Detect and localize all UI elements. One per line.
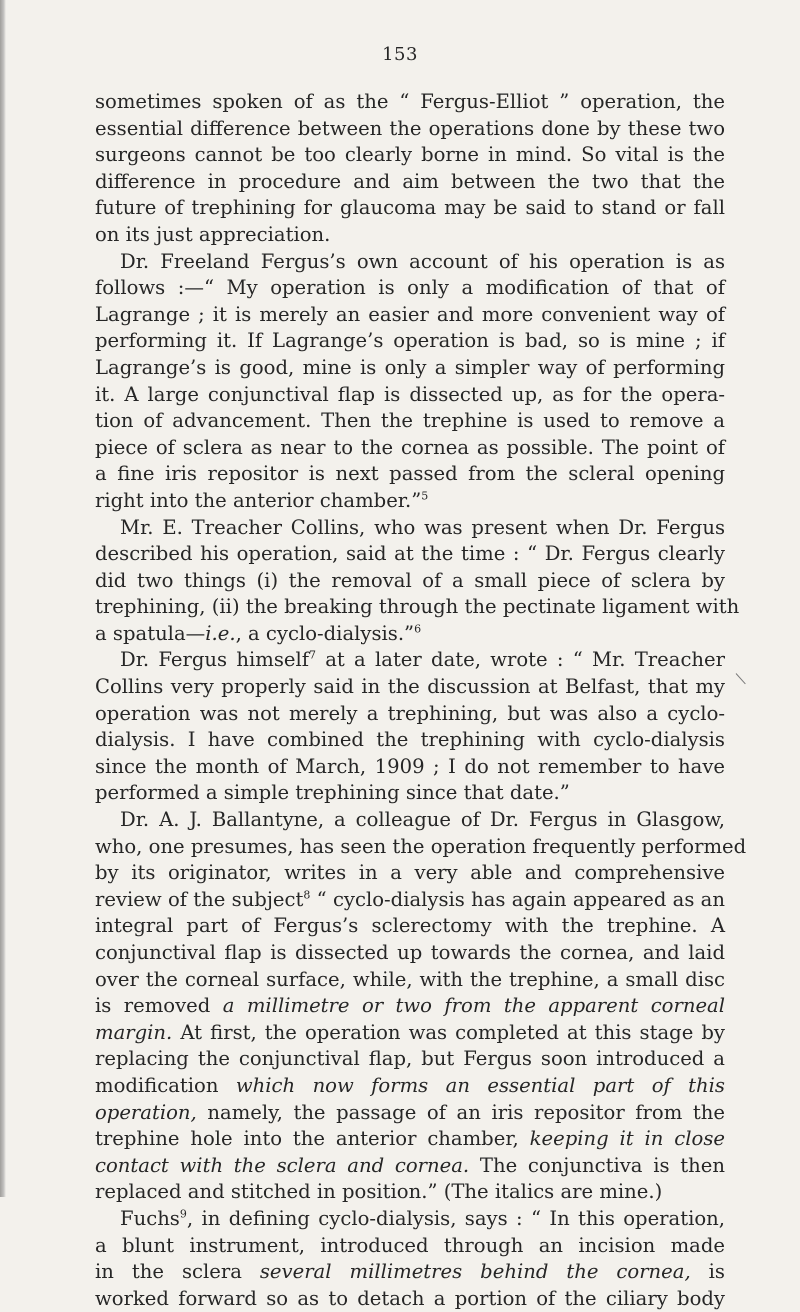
text-run: replaced and stitched in position.” (The italics are mine.)	[95, 1180, 663, 1204]
text-line	[95, 1020, 725, 1047]
text-line	[95, 1073, 725, 1100]
text-line	[95, 1286, 725, 1312]
text-line	[95, 169, 725, 196]
text-run: a spatula—	[95, 621, 206, 645]
text-line	[95, 249, 725, 276]
footnote-reference: 7	[309, 648, 316, 662]
text-run: difference in procedure and aim between the two that the	[95, 169, 725, 193]
text-line	[95, 1179, 725, 1206]
body-text	[95, 89, 747, 1312]
text-line	[95, 647, 725, 674]
text-run: piece of sclera as near to the cornea as possible. The point of	[95, 435, 725, 459]
text-line	[95, 488, 725, 515]
text-run: tion of advancement. Then the trephine is used to remove a	[95, 409, 725, 433]
text-run: on its just appreciation.	[95, 222, 331, 246]
text-line	[95, 195, 725, 222]
text-run: by its originator, writes in a very able and comprehensive	[95, 861, 725, 885]
text-line	[95, 408, 725, 435]
text-line	[95, 302, 725, 329]
text-line	[95, 1046, 725, 1073]
footnote-reference: 8	[303, 888, 311, 902]
text-line	[95, 568, 725, 595]
text-line	[95, 515, 725, 542]
italic-text: keeping it in close	[529, 1127, 725, 1151]
text-line	[95, 461, 725, 488]
text-run: review of the subject	[95, 887, 304, 911]
text-run: is removed	[95, 994, 223, 1018]
text-run: integral part of Fergus’s sclerectomy with the trephine. A	[95, 914, 725, 938]
text-run: performing it. If Lagrange’s operation is bad, so is mine ; if	[95, 329, 725, 353]
text-run: over the corneal surface, while, with the trephine, a small disc	[95, 967, 725, 991]
text-line	[95, 382, 725, 409]
text-line	[95, 860, 725, 887]
text-line	[95, 1153, 725, 1180]
text-run: performed a simple trephining since that date.”	[95, 781, 570, 805]
text-line	[95, 807, 725, 834]
italic-text: contact with the sclera and cornea.	[95, 1153, 470, 1177]
text-line	[95, 594, 740, 621]
text-run: “ cyclo-dialysis has again appeared as an	[310, 887, 725, 911]
text-run: worked forward so as to detach a portion of the ciliary body	[95, 1286, 725, 1310]
text-line	[95, 701, 725, 728]
text-run: conjunctival flap is dissected up towards the cornea, and laid	[95, 941, 725, 964]
text-run: since the month of March, 1909 ; I do not remember to have	[95, 754, 725, 778]
text-run: essential difference between the operations done by these two	[95, 116, 725, 140]
text-run: Fuchs	[120, 1206, 180, 1230]
text-line	[95, 967, 725, 994]
text-line	[95, 913, 725, 940]
footnote-reference: 6	[414, 622, 422, 636]
text-run: Lagrange ; it is merely an easier and more convenient way of	[95, 302, 725, 326]
text-run: trephining, (ii) the breaking through the pectinate ligament with	[95, 595, 740, 619]
text-run: The conjunctiva is then	[469, 1153, 725, 1177]
italic-text: several millimetres behind the cornea,	[259, 1260, 691, 1284]
italic-text: operation,	[95, 1100, 197, 1124]
text-run: right into the anterior chamber.”	[95, 488, 422, 512]
text-run: described his operation, said at the time : “ Dr. Fergus clearly	[95, 542, 725, 566]
text-line	[95, 993, 725, 1020]
text-line	[95, 1100, 725, 1127]
text-run: Mr. E. Treacher Collins, who was present when Dr. Fergus	[120, 515, 725, 539]
text-run: in the sclera	[95, 1260, 260, 1284]
italic-text: margin.	[95, 1020, 173, 1044]
text-line	[95, 674, 725, 701]
text-run: sometimes spoken of as the “ Fergus-Elliot ” operation, the	[95, 90, 725, 113]
text-run: Dr. Fergus himself	[120, 648, 309, 672]
text-run: Lagrange’s is good, mine is only a simpler way of performing	[95, 355, 725, 379]
text-run: trephine hole into the anterior chamber,	[95, 1127, 530, 1151]
text-run: a fine iris repositor is next passed from the scleral opening	[95, 462, 725, 486]
text-run: operation was not merely a trephining, but was also a cyclo-	[95, 701, 725, 725]
footnote-reference: 5	[421, 489, 429, 503]
text-run: who, one presumes, has seen the operation frequently performed	[95, 834, 747, 858]
text-line	[95, 940, 725, 967]
text-run: future of trephining for glaucoma may be said to stand or fall	[95, 196, 725, 220]
text-line	[95, 621, 725, 648]
text-run: at a later date, wrote : “ Mr. Treacher	[316, 648, 725, 672]
text-run: it. A large conjunctival flap is dissected up, as for the opera-	[95, 382, 725, 406]
text-line	[95, 435, 725, 462]
text-line	[95, 275, 725, 302]
text-run: , a cyclo-dialysis.”	[235, 621, 415, 645]
page-number: 153	[382, 44, 418, 65]
text-line	[95, 89, 725, 116]
italic-text: which now forms an essential part of this	[235, 1073, 725, 1097]
text-line	[95, 754, 725, 781]
text-line	[95, 1126, 725, 1153]
text-line	[95, 1233, 725, 1260]
text-run: replacing the conjunctival flap, but Fergus soon introduced a	[95, 1047, 725, 1071]
text-run: namely, the passage of an iris repositor from the	[196, 1100, 725, 1124]
text-run: Collins very properly said in the discussion at Belfast, that my	[95, 675, 725, 699]
text-line	[95, 142, 725, 169]
italic-text: a millimetre or two from the apparent corneal	[222, 994, 725, 1018]
text-line	[95, 727, 725, 754]
page-binding-edge	[0, 0, 6, 1197]
text-line	[95, 1259, 725, 1286]
text-line	[95, 834, 747, 861]
text-run: , in defining cyclo-dialysis, says : “ In this operation,	[186, 1206, 725, 1230]
text-run: a blunt instrument, introduced through an incision made	[95, 1233, 725, 1257]
text-run: surgeons cannot be too clearly borne in mind. So vital is the	[95, 143, 725, 167]
text-line	[95, 780, 725, 807]
text-run: did two things (i) the removal of a small piece of sclera by	[95, 568, 725, 592]
text-line	[95, 887, 725, 914]
text-run: Dr. A. J. Ballantyne, a colleague of Dr. Fergus in Glasgow,	[120, 808, 725, 832]
text-run: follows :—“ My operation is only a modification of that of	[95, 276, 725, 300]
text-run: At first, the operation was completed at this stage by	[172, 1020, 725, 1044]
text-line	[95, 116, 725, 143]
text-line	[95, 1206, 725, 1233]
text-line	[95, 541, 725, 568]
text-run: is	[690, 1260, 725, 1284]
italic-text: i.e.	[205, 621, 236, 645]
text-line	[95, 328, 725, 355]
text-line	[95, 222, 725, 249]
text-run: modification	[95, 1073, 236, 1097]
text-line	[95, 355, 725, 382]
text-run: Dr. Freeland Fergus’s own account of his operation is as	[120, 249, 725, 273]
stray-pencil-mark	[736, 673, 746, 684]
footnote-reference: 9	[179, 1207, 187, 1221]
text-run: dialysis. I have combined the trephining with cyclo-dialysis	[95, 728, 725, 752]
